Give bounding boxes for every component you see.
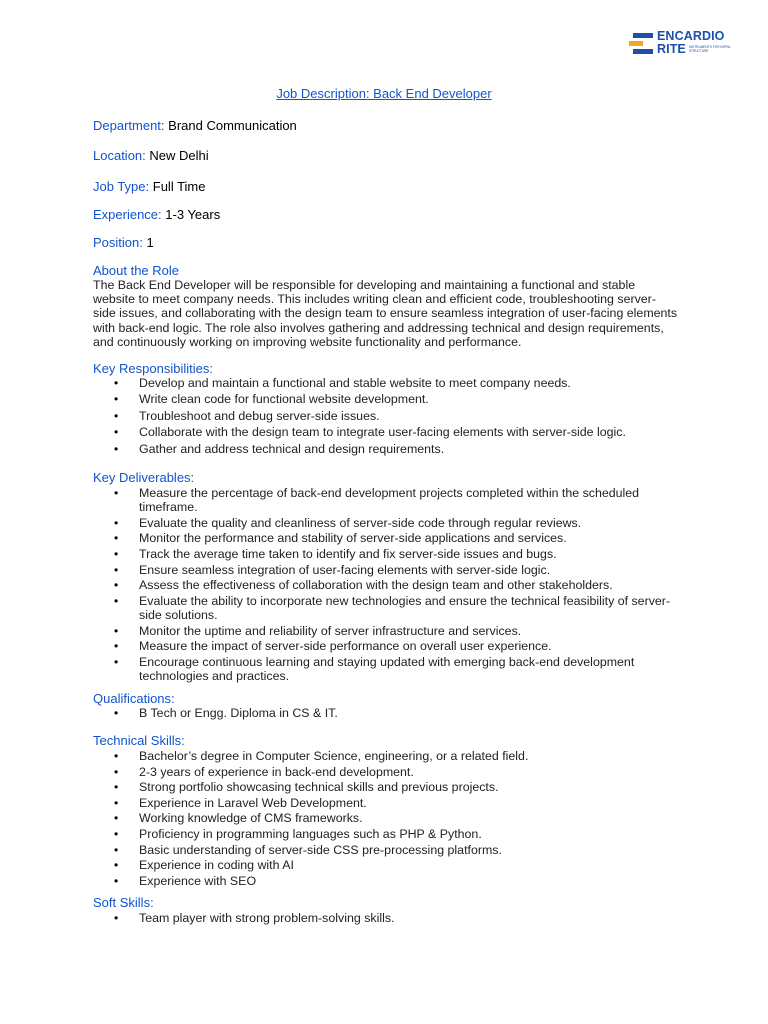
field-location xyxy=(93,148,209,163)
list-item: • Experience with SEO xyxy=(114,874,674,888)
logo-line-1: ENCARDIO xyxy=(657,29,725,43)
about-heading: About the Role xyxy=(93,263,180,278)
logo-mark-icon xyxy=(628,30,654,56)
list-item: • Develop and maintain a functional and stable website to meet company needs. xyxy=(114,376,674,392)
list-item: • Strong portfolio showcasing technical skills and previous projects. xyxy=(114,780,674,794)
logo-tagline: INSTRUMENTS FOR INFRA-STRUCTURE xyxy=(688,45,732,53)
list-item: • Measure the percentage of back-end development projects completed within the scheduled timeframe. xyxy=(114,486,674,514)
list-item: • Gather and address technical and design requirements. xyxy=(114,442,674,458)
list-item: • Assess the effectiveness of collaboration with the design team and other stakeholders. xyxy=(114,578,674,592)
list-item: • Experience in coding with AI xyxy=(114,858,674,872)
field-label: Department: xyxy=(93,118,165,133)
deliverables-list xyxy=(114,486,674,685)
list-item: • Measure the impact of server-side performance on overall user experience. xyxy=(114,639,674,653)
list-item: • Bachelor’s degree in Computer Science, engineering, or a related field. xyxy=(114,749,674,763)
technical-skills-list xyxy=(114,749,674,889)
qualifications-heading: Qualifications: xyxy=(93,691,175,706)
list-item: • Write clean code for functional website development. xyxy=(114,392,674,408)
field-department xyxy=(93,118,297,133)
list-item: • B Tech or Engg. Diploma in CS & IT. xyxy=(114,706,674,721)
technical-skills-heading: Technical Skills: xyxy=(93,733,185,748)
list-item: • Team player with strong problem-solving skills. xyxy=(114,911,674,926)
list-item: • Monitor the performance and stability of server-side applications and services. xyxy=(114,531,674,545)
list-item: • Troubleshoot and debug server-side issues. xyxy=(114,409,674,425)
logo-wordmark xyxy=(657,30,734,56)
list-item: • Track the average time taken to identify and fix server-side issues and bugs. xyxy=(114,547,674,561)
soft-skills-list xyxy=(114,911,674,926)
field-value: Full Time xyxy=(152,179,206,194)
list-item: • Ensure seamless integration of user-facing elements with server-side logic. xyxy=(114,563,674,577)
field-position xyxy=(93,235,154,250)
list-item: • Collaborate with the design team to integrate user-facing elements with server-side logic. xyxy=(114,425,674,441)
deliverables-heading: Key Deliverables: xyxy=(93,470,195,485)
responsibilities-heading: Key Responsibilities: xyxy=(93,361,213,376)
field-value: New Delhi xyxy=(149,148,209,163)
list-item: • Encourage continuous learning and staying updated with emerging back-end development technologies and practices. xyxy=(114,655,674,683)
responsibilities-list xyxy=(114,376,674,458)
field-label: Experience: xyxy=(93,207,162,222)
list-item: • Evaluate the ability to incorporate new technologies and ensure the technical feasibility of server-side solutions. xyxy=(114,594,674,622)
field-label: Location: xyxy=(93,148,146,163)
qualifications-list xyxy=(114,706,674,721)
company-logo xyxy=(628,30,734,58)
list-item: • Evaluate the quality and cleanliness of server-side code through regular reviews. xyxy=(114,516,674,530)
list-item: • Experience in Laravel Web Development. xyxy=(114,796,674,810)
logo-line-2: RITE xyxy=(657,42,686,56)
field-value: 1-3 Years xyxy=(165,207,221,222)
field-experience xyxy=(93,207,220,222)
list-item: • Basic understanding of server-side CSS pre-processing platforms. xyxy=(114,843,674,857)
list-item: • 2-3 years of experience in back-end development. xyxy=(114,765,674,779)
about-paragraph: The Back End Developer will be responsible for developing and maintaining a functional and stable website to meet company needs. This includes writing clean and efficient code, troubleshooting server-side issues, and collaborating with the design team to ensure seamless integration of user-facing elements with back-end logic. The role also involves gathering and addressing technical and design requirements, and continuously working on improving website functionality and performance. xyxy=(93,278,678,349)
field-value: 1 xyxy=(146,235,154,250)
field-job-type xyxy=(93,179,206,194)
page-title: Job Description: Back End Developer xyxy=(276,86,492,101)
field-label: Job Type: xyxy=(93,179,150,194)
list-item: • Proficiency in programming languages such as PHP & Python. xyxy=(114,827,674,841)
field-label: Position: xyxy=(93,235,143,250)
list-item: • Working knowledge of CMS frameworks. xyxy=(114,811,674,825)
soft-skills-heading: Soft Skills: xyxy=(93,895,154,910)
list-item: • Monitor the uptime and reliability of server infrastructure and services. xyxy=(114,624,674,638)
field-value: Brand Communication xyxy=(168,118,297,133)
